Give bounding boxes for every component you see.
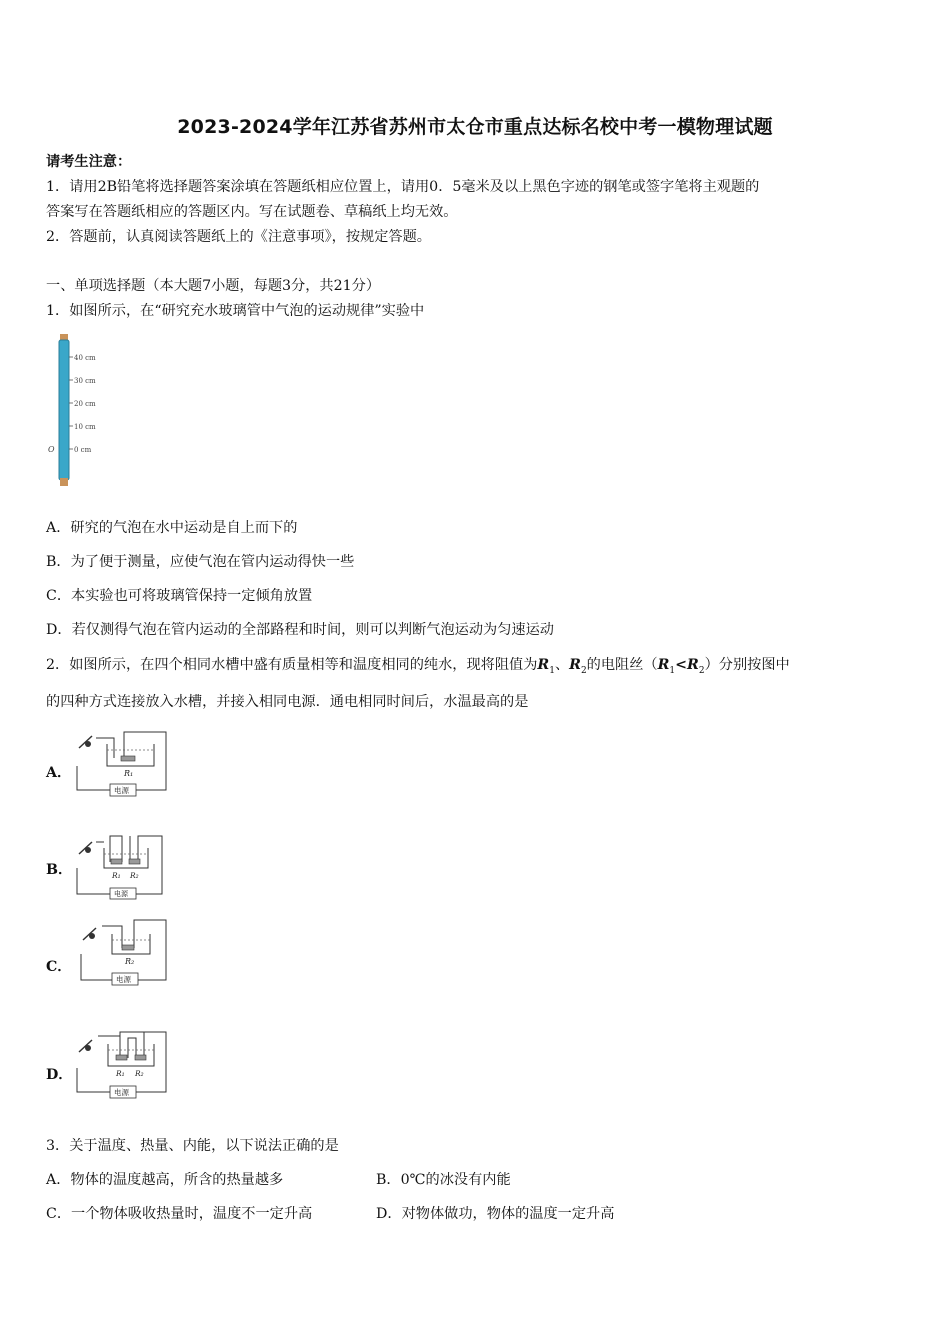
q2-option-c-label: C．: [46, 959, 72, 975]
resistor-icon: [121, 756, 135, 761]
q2-circuit-c: [78, 918, 172, 986]
notice-line-3: 2．答题前，认真阅读答题纸上的《注意事项》，按规定答题。: [46, 229, 431, 245]
resistor-r2-label: R₂: [135, 1069, 144, 1078]
tube-mark-0: 0 cm: [74, 446, 92, 454]
q1-option-b: B．为了便于测量，应使气泡在管内运动得快一些: [46, 554, 355, 570]
notice-line-1: 1．请用2B铅笔将选择题答案涂填在答题纸相应位置上，请用0．5毫米及以上黑色字迹的钢笔或签字笔将主观题的: [46, 179, 760, 195]
q2-stem-pre: 2．如图所示，在四个相同水槽中盛有质量相等和温度相同的纯水，现将阻值为: [46, 657, 538, 673]
switch-pivot-icon: [89, 933, 95, 939]
question-1-stem: 1．如图所示，在“研究充水玻璃管中气泡的运动规律”实验中: [46, 303, 425, 319]
page-title: 2023-2024学年江苏省苏州市太仓市重点达标名校中考一模物理试题: [177, 116, 773, 138]
question-2-stem-line-1: [46, 655, 790, 681]
q2-r2: R: [569, 657, 581, 673]
tube-bottom-cap: [60, 478, 68, 486]
section-heading: 一、单项选择题（本大题7小题，每题3分，共21分）: [46, 278, 381, 294]
resistor-r2-label: R₂: [130, 871, 139, 880]
question-3-stem: 3．关于温度、热量、内能，以下说法正确的是: [46, 1138, 339, 1154]
water-tank-icon: [112, 934, 150, 954]
q2-r2-compare-sub: 2: [698, 665, 705, 676]
q1-option-c: C．本实验也可将玻璃管保持一定倾角放置: [46, 588, 313, 604]
resistor-icon: [122, 945, 134, 950]
water-tank-icon: [104, 848, 148, 868]
q1-option-d: D．若仅测得气泡在管内运动的全部路程和时间，则可以判断气泡运动为匀速运动: [46, 622, 554, 638]
tube-mark-10: 10 cm: [74, 423, 96, 431]
q2-r2-sub: 2: [580, 665, 587, 676]
q2-r1-sub: 1: [549, 665, 555, 676]
q2-stem-post: ）分别按图中: [704, 657, 790, 673]
glass-tube-figure: [44, 332, 114, 492]
q2-option-b-label: B．: [46, 862, 73, 878]
tube-mark-30: 30 cm: [74, 377, 96, 385]
q2-r1-compare: R: [657, 657, 670, 673]
resistor-r1-icon: [111, 859, 122, 864]
tube-origin-label: O: [48, 445, 55, 454]
resistor-r1-label: R₁: [116, 1069, 125, 1078]
power-source-label: 电源: [114, 890, 128, 898]
q2-option-d-label: D．: [46, 1067, 73, 1083]
q3-option-a: A．物体的温度越高，所含的热量越多: [46, 1172, 284, 1188]
resistor-r1-label: R₁: [112, 871, 121, 880]
q2-circuit-b: [74, 834, 170, 900]
tube-mark-40: 40 cm: [74, 354, 96, 362]
power-source-label: 电源: [114, 1088, 129, 1097]
question-2-stem-line-2: 的四种方式连接放入水槽，并接入相同电源．通电相同时间后，水温最高的是: [46, 694, 529, 710]
q2-circuit-d: [74, 1028, 170, 1102]
resistor-label: R₂: [125, 957, 135, 966]
notice-heading: 请考生注意：: [46, 154, 132, 170]
q2-option-a-label: A．: [46, 765, 72, 781]
power-source-label: 电源: [114, 786, 129, 795]
q2-r1: R: [537, 657, 550, 673]
notice-line-2: 答案写在答题纸相应的答题区内。写在试题卷、草稿纸上均无效。: [46, 204, 458, 220]
tube-mark-20: 20 cm: [74, 400, 96, 408]
resistor-r2-icon: [135, 1055, 146, 1060]
resistor-label: R₁: [124, 769, 134, 778]
q2-stem-mid: 的电阻丝（: [586, 657, 658, 673]
q1-option-a: A．研究的气泡在水中运动是自上而下的: [46, 520, 298, 536]
q2-separator: 、: [554, 657, 570, 673]
tube-body: [59, 340, 69, 480]
q2-circuit-a: [74, 728, 170, 800]
switch-pivot-icon: [85, 741, 91, 747]
q3-option-b: B．0℃的冰没有内能: [376, 1172, 511, 1188]
resistor-r2-icon: [129, 859, 140, 864]
power-source-label: 电源: [116, 975, 131, 984]
switch-pivot-icon: [85, 847, 91, 853]
resistor-r1-icon: [116, 1055, 127, 1060]
q3-option-c: C．一个物体吸收热量时，温度不一定升高: [46, 1206, 313, 1222]
switch-pivot-icon: [85, 1045, 91, 1051]
q2-less-than: <: [675, 657, 688, 673]
q2-r2-compare: R: [687, 657, 699, 673]
q2-r1-compare-sub: 1: [669, 665, 676, 676]
q3-option-d: D．对物体做功，物体的温度一定升高: [376, 1206, 615, 1222]
water-tank-icon: [108, 1044, 154, 1066]
